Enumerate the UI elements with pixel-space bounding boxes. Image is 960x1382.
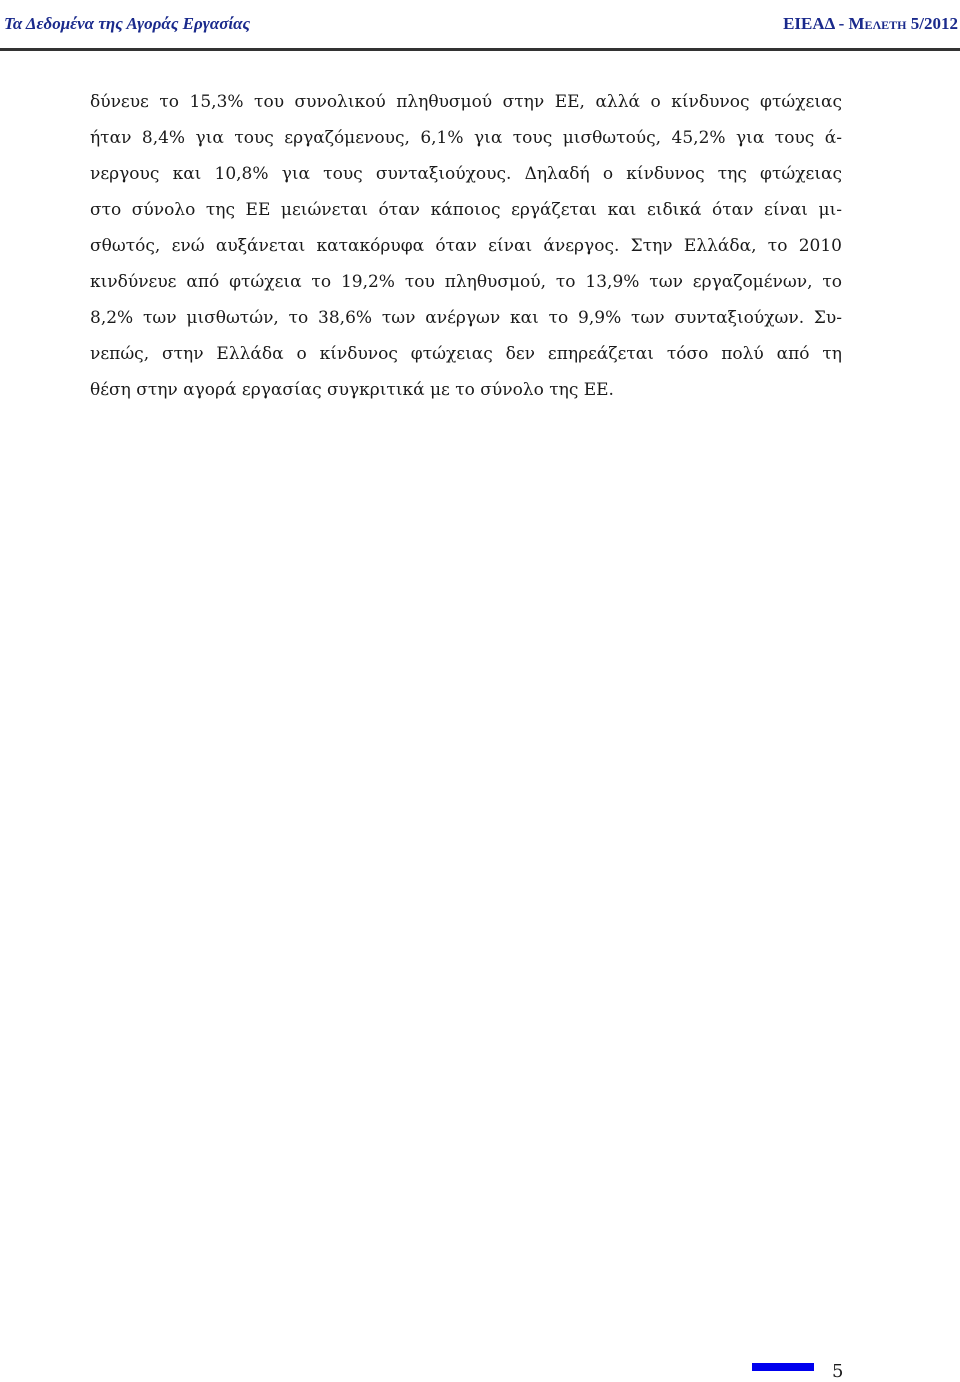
paragraph-line: κινδύνευε από φτώχεια το 19,2% του πληθυσμού, το 13,9% των εργαζομένων, το xyxy=(90,272,842,292)
body-paragraph xyxy=(90,84,842,408)
header-publication xyxy=(783,14,958,34)
paragraph-line: ήταν 8,4% για τους εργαζόμενους, 6,1% για τους μισθωτούς, 45,2% για τους ά- xyxy=(90,128,842,148)
page-number: 5 xyxy=(832,1361,844,1382)
header-publication-suffix: 5/2012 xyxy=(906,14,958,33)
header-publication-smallcaps: Μελετη xyxy=(848,14,907,33)
paragraph-line: δύνευε το 15,3% του συνολικού πληθυσμού στην ΕΕ, αλλά ο κίνδυνος φτώχειας xyxy=(90,92,842,112)
footer-accent-bar xyxy=(752,1363,814,1371)
header-publication-prefix: ΕΙΕΑΔ - xyxy=(783,14,849,33)
paragraph-line: θέση στην αγορά εργασίας συγκριτικά με το σύνολο της ΕΕ. xyxy=(90,380,614,400)
paragraph-line: νεργους και 10,8% για τους συνταξιούχους. Δηλαδή ο κίνδυνος της φτώχειας xyxy=(90,164,842,184)
paragraph-line: 8,2% των μισθωτών, το 38,6% των ανέργων και το 9,9% των συνταξιούχων. Συ- xyxy=(90,308,842,328)
header-divider xyxy=(0,48,960,51)
page-header xyxy=(0,0,960,52)
paragraph-line: νεπώς, στην Ελλάδα ο κίνδυνος φτώχειας δεν επηρεάζεται τόσο πολύ από τη xyxy=(90,344,842,364)
paragraph-line: στο σύνολο της ΕΕ μειώνεται όταν κάποιος εργάζεται και ειδικά όταν είναι μι- xyxy=(90,200,842,220)
header-title: Τα Δεδομένα της Αγοράς Εργασίας xyxy=(4,14,251,33)
paragraph-line: σθωτός, ενώ αυξάνεται κατακόρυφα όταν είναι άνεργος. Στην Ελλάδα, το 2010 xyxy=(90,236,842,256)
